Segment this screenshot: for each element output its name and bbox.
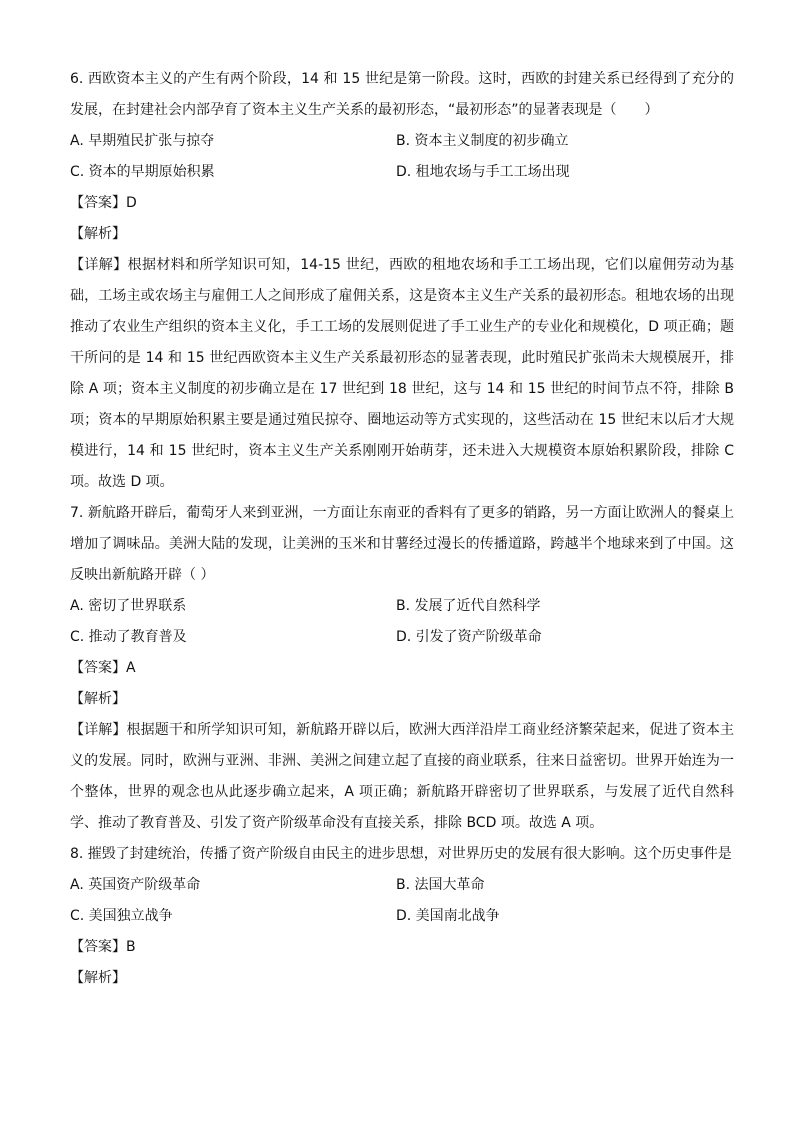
option-b: B. 发展了近代自然科学 <box>396 598 541 614</box>
analysis-label: 【解析】 <box>70 691 126 707</box>
detail-paragraph: 【详解】根据材料和所学知识可知，14-15 世纪，西欧的租地农场和手工工场出现，它们以雇佣劳动为基础，工场主或农场主与雇佣工人之间形成了雇佣关系，这是资本主义生产关系的最初形态。租地农场的出现推动了农业生产组织的资本主义化，手工工场的发展则促进了手工业生产的专业化和规模化，D 项正确；题干所问的是 14 和 15 世纪西欧资本主义生产关系最初形态的显著表现，此时殖民扩张尚未大规模展开，排除 A 项；资本主义制度的初步确立是在 17 世纪到 18 世纪，这与 14 和 15 世纪的时间节点不符，排除 B 项；资本的早期原始积累主要是通过殖民掠夺、圈地运动等方式实现的，这些活动在 15 世纪末以后才大规模进行，14 和 15 世纪时，资本主义生产关系刚刚开始萌芽，还未进入大规模资本原始积累阶段，排除 C 项。故选 D 项。 <box>70 257 734 490</box>
analysis-label: 【解析】 <box>70 970 126 986</box>
option-row <box>70 157 734 188</box>
option-d: D. 引发了资产阶级革命 <box>396 629 542 645</box>
question-stem: 7. 新航路开辟后，葡萄牙人来到亚洲，一方面让东南亚的香料有了更多的销路，另一方面让欧洲人的餐桌上增加了调味品。美洲大陆的发现，让美洲的玉米和甘薯经过漫长的传播道路，跨越半个地球来到了中国。这反映出新航路开辟（ ） <box>70 505 734 583</box>
option-d: D. 美国南北战争 <box>396 908 500 924</box>
option-c: C. 美国独立战争 <box>70 908 173 924</box>
option-row <box>70 126 734 157</box>
analysis-label: 【解析】 <box>70 226 126 242</box>
option-row <box>70 870 734 901</box>
detail-paragraph: 【详解】根据题干和所学知识可知，新航路开辟以后，欧洲大西洋沿岸工商业经济繁荣起来，促进了资本主义的发展。同时，欧洲与亚洲、非洲、美洲之间建立起了直接的商业联系，往来日益密切。世界开始连为一个整体，世界的观念也从此逐步确立起来，A 项正确；新航路开辟密切了世界联系，与发展了近代自然科学、推动了教育普及、引发了资产阶级革命没有直接关系，排除 BCD 项。故选 A 项。 <box>70 722 734 831</box>
option-row <box>70 901 734 932</box>
question-stem: 8. 摧毁了封建统治，传播了资产阶级自由民主的进步思想，对世界历史的发展有很大影响。这个历史事件是 <box>70 846 732 862</box>
answer-line: 【答案】D <box>70 195 137 211</box>
option-d: D. 租地农场与手工工场出现 <box>396 164 570 180</box>
document-content <box>70 64 734 994</box>
option-c: C. 推动了教育普及 <box>70 629 187 645</box>
option-b: B. 资本主义制度的初步确立 <box>396 133 569 149</box>
option-a: A. 英国资产阶级革命 <box>70 877 201 893</box>
option-a: A. 早期殖民扩张与掠夺 <box>70 133 215 149</box>
option-a: A. 密切了世界联系 <box>70 598 187 614</box>
option-row <box>70 591 734 622</box>
option-c: C. 资本的早期原始积累 <box>70 164 215 180</box>
answer-line: 【答案】A <box>70 660 136 676</box>
question-8 <box>70 839 734 994</box>
option-b: B. 法国大革命 <box>396 877 485 893</box>
option-row <box>70 622 734 653</box>
question-stem: 6. 西欧资本主义的产生有两个阶段，14 和 15 世纪是第一阶段。这时，西欧的封建关系已经得到了充分的发展，在封建社会内部孕育了资本主义生产关系的最初形态，“最初形态”的显著表现是（ ） <box>70 71 734 118</box>
question-6 <box>70 64 734 498</box>
answer-line: 【答案】B <box>70 939 136 955</box>
question-7 <box>70 498 734 839</box>
